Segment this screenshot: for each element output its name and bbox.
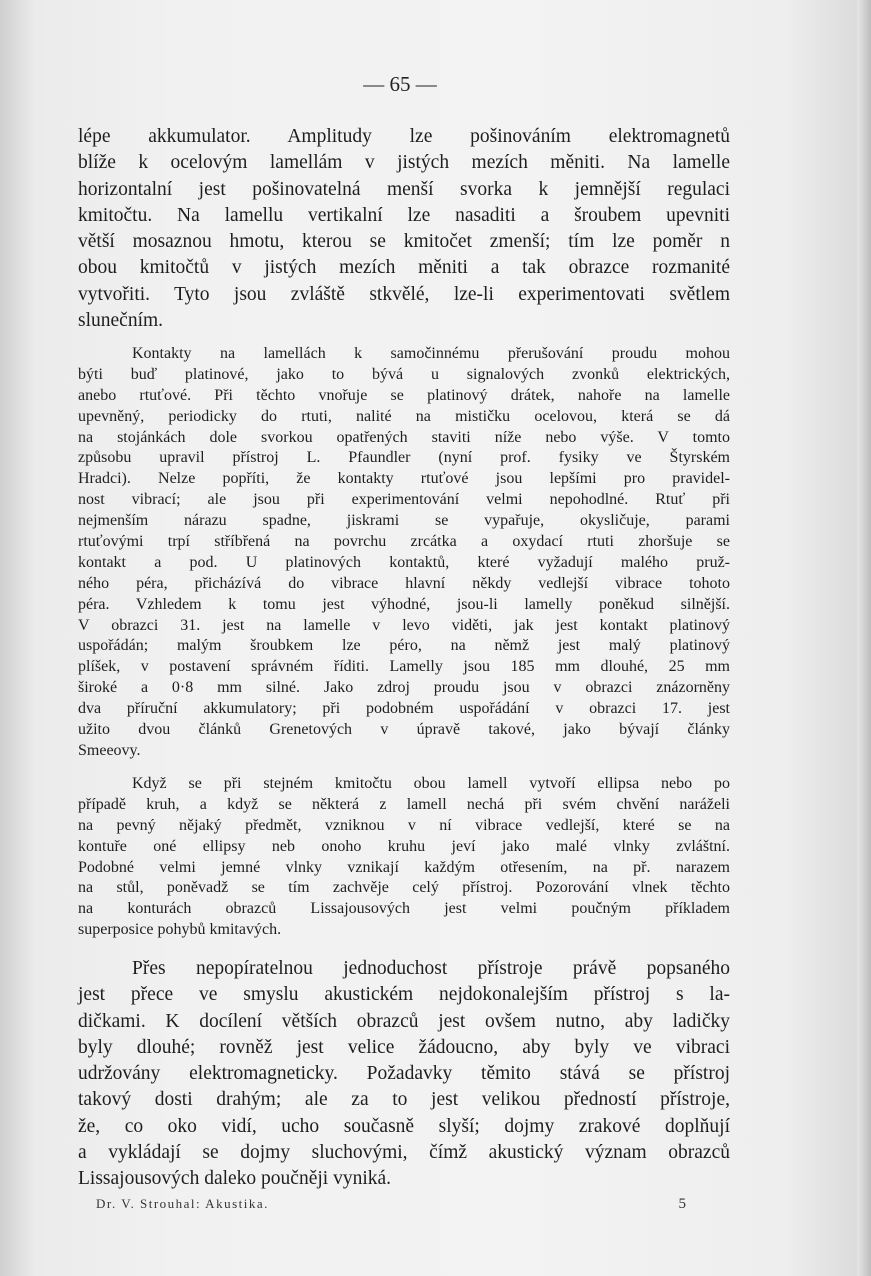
sheet-number: 5 xyxy=(678,1196,686,1212)
text-line: Přes nepopíratelnou jednoduchost přístroje právě popsaného xyxy=(132,958,730,979)
text-line: vytvořiti. Tyto jsou zvláště stkvělé, lze-li experimentovati světlem xyxy=(78,283,730,305)
text-line: užito dvou článků Grenetových v úpravě takové, jako bývají články xyxy=(78,721,730,739)
text-line: na stůl, poněvadž se tím zachvěje celý přístroj. Pozorování vlnek těchto xyxy=(78,879,730,897)
text-line: anebo rtuťové. Při těchto vnořuje se platinový drátek, nahoře na lamelle xyxy=(78,386,730,404)
text-line: větší mosaznou hmotu, kterou se kmitočet zmenší; tím lze poměr n xyxy=(78,231,730,253)
paragraph-4 xyxy=(78,956,730,1193)
paragraph-2 xyxy=(78,344,730,762)
text-line: blíže k ocelovým lamellám v jistých mezích měniti. Na lamelle xyxy=(78,152,730,174)
text-line: rtuťovými trpí stříbřená na povrchu zrcátka a oxydací rtuti zhoršuje se xyxy=(78,533,730,551)
text-line: péra. Vzhledem k tomu jest výhodné, jsou-li lamelly poněkud silnější. xyxy=(78,595,730,613)
text-line: superposice pohybů kmitavých. xyxy=(78,921,282,939)
text-line: obou kmitočtů v jistých mezích měniti a tak obrazce rozmanité xyxy=(78,257,730,279)
paragraph-3 xyxy=(78,774,730,941)
text-line: Lissajousových daleko poučněji vyniká. xyxy=(78,1168,392,1190)
text-line: na konturách obrazců Lissajousových jest velmi poučným příkladem xyxy=(78,900,730,918)
text-line: Podobné velmi jemné vlnky vznikají každým otřesením, na př. narazem xyxy=(78,858,730,876)
text-line: lépe akkumulator. Amplitudy lze pošinováním elektromagnetů xyxy=(78,126,730,147)
text-line: slunečním. xyxy=(78,310,164,332)
text-line: a vykládají se dojmy sluchovými, čímž akustický význam obrazců xyxy=(78,1142,730,1164)
text-line: horizontalní jest pošinovatelná menší svorka k jemnější regulaci xyxy=(78,178,730,200)
text-line: způsobu upravil přístroj L. Pfaundler (nyní prof. fysiky ve Štyrském xyxy=(78,449,730,467)
text-line: že, co oko vidí, ucho současně slyší; dojmy zrakové doplňují xyxy=(78,1115,730,1137)
text-line: dva příruční akkumulatory; při podobném uspořádání v obrazci 17. jest xyxy=(78,700,730,718)
text-line: nost vibrací; ale jsou při experimentování velmi nepohodlné. Rtuť při xyxy=(78,491,730,509)
text-line: kontakt a pod. U platinových kontaktů, které vyžadují malého pruž- xyxy=(78,553,730,571)
text-line: V obrazci 31. jest na lamelle v levo viděti, jak jest kontakt platinový xyxy=(78,616,730,634)
text-line: široké a 0·8 mm silné. Jako zdroj proudu jsou v obrazci znázorněny xyxy=(78,679,730,697)
page-footer xyxy=(96,1196,686,1213)
text-line: udržovány elektromagneticky. Požadavky těmito stává se přístroj xyxy=(78,1063,730,1085)
text-line: plíšek, v postavení správném říditi. Lamelly jsou 185 mm dlouhé, 25 mm xyxy=(78,658,730,676)
text-line: jest přece ve smyslu akustickém nejdokonalejším přístroj s la- xyxy=(78,984,730,1006)
text-line: Kontakty na lamellách k samočinnému přerušování proudu mohou xyxy=(132,345,730,362)
text-line: byly dlouhé; rovněž jest velice žádoucno, aby byly ve vibraci xyxy=(78,1036,730,1058)
text-line: býti buď platinové, jako to bývá u signalových zvonků elektrických, xyxy=(78,365,730,383)
text-line: upevněný, periodicky do rtuti, nalité na mističku ocelovou, která se dá xyxy=(78,407,730,425)
page-number: — 65 — xyxy=(363,72,437,96)
text-line: Hradci). Nelze popříti, že kontakty rtuťové jsou lepšími pro pravidel- xyxy=(78,470,730,488)
text-line: takový dosti drahým; ale za to jest velikou předností přístroje, xyxy=(78,1089,730,1111)
text-line: kmitočtu. Na lamellu vertikalní lze nasaditi a šroubem upevniti xyxy=(78,204,730,226)
text-line: Když se při stejném kmitočtu obou lamell vytvoří ellipsa nebo po xyxy=(132,775,730,792)
page-edge xyxy=(857,0,871,1276)
footer-signature: Dr. V. Strouhal: Akustika. xyxy=(96,1196,269,1211)
text-line: na pevný nějaký předmět, vzniknou v ní vibrace vedlejší, které se na xyxy=(78,816,730,834)
text-line: uspořádán; malým šroubkem lze péro, na němž jest malý platinový xyxy=(78,637,730,655)
text-line: dičkami. K docílení větších obrazců jest ovšem nutno, aby ladičky xyxy=(78,1010,730,1032)
text-line: ného péra, přicházívá do vibrace hlavní někdy vedlejší vibrace tohoto xyxy=(78,574,730,592)
text-line: Smeeovy. xyxy=(78,741,141,759)
text-line: na stojánkách dole svorkou opatřených staviti níže nebo výše. V tomto xyxy=(78,428,730,446)
paragraph-1 xyxy=(78,124,730,334)
text-line: případě kruh, a když se některá z lamell nechá při svém chvění naráželi xyxy=(78,795,730,813)
text-line: nejmenším nárazu spadne, jiskrami se vypařuje, okysličuje, parami xyxy=(78,512,730,530)
text-line: kontuře oné ellipsy neb onoho kruhu jeví jako malé vlnky zvláštní. xyxy=(78,837,730,855)
